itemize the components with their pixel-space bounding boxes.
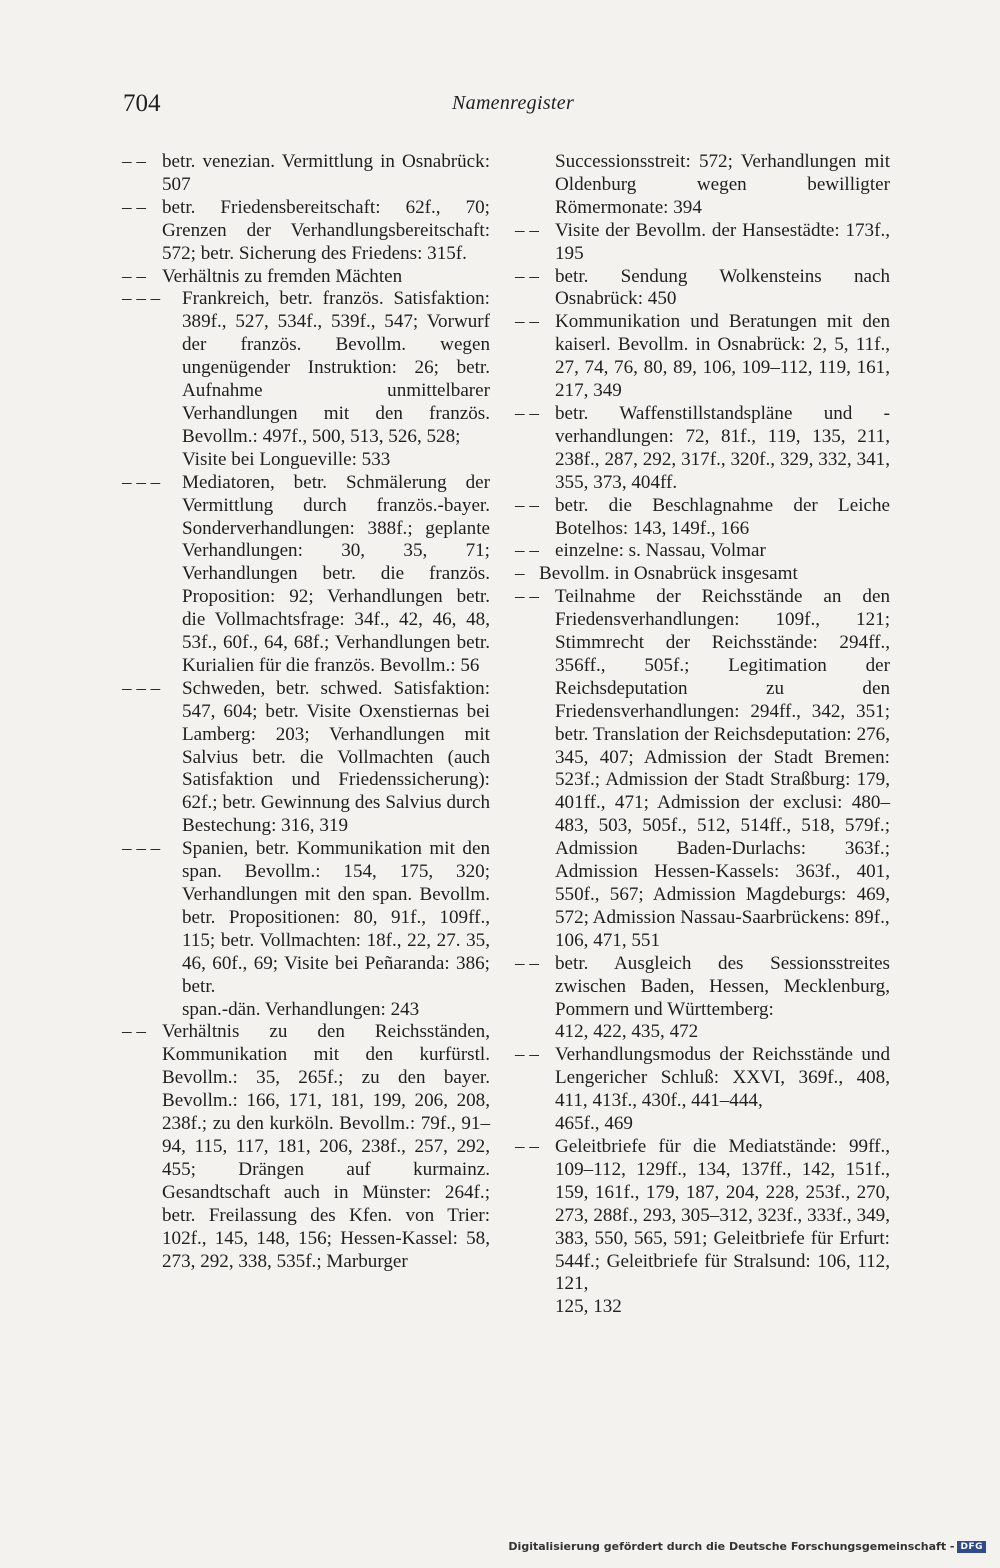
entry-dash: – – [515, 540, 539, 562]
entry-text: Verhältnis zu fremden Mächten [162, 265, 403, 287]
index-entry [122, 472, 490, 678]
entry-text-last-line: span.-dän. Verhandlungen: 243 [182, 998, 420, 1020]
index-entry [122, 151, 490, 197]
index-entry [122, 197, 490, 266]
entry-dash: – – – [122, 471, 161, 493]
entry-text: Visite der Bevollm. der Hansestädte: 173f., 195 [555, 219, 890, 264]
entry-dash: – – [515, 265, 539, 287]
entry-text: betr. die Beschlagnahme der Leiche Botelhos: 143, 149f., 166 [555, 494, 890, 539]
entry-dash: – – [122, 196, 146, 218]
entry-text: Verhältnis zu den Reichsständen, Kommunikation mit den kurfürstl. Bevollm.: 35, 265f.; zu den bayer. Bevollm.: 166, 171, 181, 199, 206, 208, 238f.; zu den kurköln. Bevollm.: 79f., 91–94, 115, 117, 181, 206, 238f., 257, 292, 455; Drängen auf kurmainz. Gesandtschaft auch in Münster: 264f.; betr. Freilassung des Kfen. von Trier: 102f., 145, 148, 156; Hessen-Kassel: 58, 273, 292, 338, 535f.; Marburger [162, 1021, 490, 1272]
index-entry [515, 403, 890, 495]
entry-text: betr. Waffenstillstandspläne und -verhandlungen: 72, 81f., 119, 135, 211, 238f., 287, 292, 317f., 320f., 329, 332, 341, 355, 373, 404ff. [555, 402, 890, 493]
entry-text-last-line: 125, 132 [555, 1296, 622, 1318]
index-entry [515, 311, 890, 403]
entry-dash: – – – [122, 288, 161, 310]
entry-dash: – – [515, 219, 539, 241]
entry-text: Kommunikation und Beratungen mit den kaiserl. Bevollm. in Osnabrück: 2, 5, 11f., 27, 74, 76, 80, 89, 106, 109–112, 119, 161, 217, 349 [555, 311, 890, 402]
entry-text: Teilnahme der Reichsstände an den Friedensverhandlungen: 109f., 121; Stimmrecht der Reichsstände: 294ff., 356ff., 505f.; Legitimation der Reichsdeputation zu den Friedensverhandlungen: 294ff., 342, 351; betr. Translation der Reichsdeputation: 276, 345, 407; Admission der Stadt Bremen: 523f.; Admission der Stadt Straßburg: 179, 401ff., 471; Admission der exclusi: 480–483, 503, 505f., 512, 514ff., 518, 579f.; Admission Baden-Durlachs: 363f.; Admission Hessen-Kassels: 363f., 401, 550f., 567; Admission Magdeburgs: 469, 572; Admission Nassau-Saarbrückens: 89f., [555, 586, 890, 928]
entry-text-last-line: Visite bei Longueville: 533 [182, 448, 391, 470]
digitization-credit [508, 1540, 986, 1553]
entry-text: einzelne: s. Nassau, Volmar [555, 540, 766, 562]
entry-text: Verhandlungsmodus der Reichsstände und Lengericher Schluß: XXVI, 369f., 408, 411, 413f., 430f., 441–444, [555, 1044, 890, 1112]
entry-text: betr. Sendung Wolkensteins nach Osnabrück: 450 [555, 265, 890, 310]
index-entry [515, 563, 890, 586]
index-entry [122, 678, 490, 838]
entry-dash: – – [515, 586, 539, 608]
index-entry [515, 220, 890, 266]
entry-text: Geleitbriefe für die Mediatstände: 99ff., 109–112, 129ff., 134, 137ff., 142, 151f., 159, 161f., 179, 187, 204, 228, 253f., 270, 273, 288f., 293, 305–312, 323f., 333f., 349, 383, 550, 565, 591; Geleitbriefe für Erfurt: 544f.; Geleitbriefe für Stralsund: 106, 112, 121, [555, 1135, 890, 1295]
index-entry [515, 953, 890, 1045]
entry-text: Spanien, betr. Kommunikation mit den span. Bevollm.: 154, 175, 320; Verhandlungen mit den span. Bevollm. betr. Propositionen: 80, 91f., 109ff., 115; betr. Vollmachten: 18f., 22, 27. 35, 46, 60f., 69; Visite bei Peñaranda: 386; betr. [182, 838, 490, 997]
entry-text: betr. venezian. Vermittlung in Osnabrück: 507 [162, 151, 490, 195]
entry-dash: – – – [122, 838, 161, 860]
entry-dash: – – – [122, 677, 161, 699]
credit-text: Digitalisierung gefördert durch die Deutsche Forschungsgemeinschaft - [508, 1540, 955, 1553]
index-entry [515, 586, 890, 953]
entry-text: Successionsstreit: 572; Verhandlungen mit Oldenburg wegen bewilligter Römermonate: 394 [555, 151, 890, 218]
entry-dash: – [515, 563, 525, 585]
entry-text-last-line: 412, 422, 435, 472 [555, 1021, 699, 1043]
index-entry [122, 838, 490, 1021]
entry-text-last-line: 106, 471, 551 [555, 929, 661, 951]
entry-dash: – – [515, 1135, 539, 1157]
index-entry [122, 1021, 490, 1273]
index-entry [515, 495, 890, 541]
index-entry [515, 1136, 890, 1319]
entry-dash: – – [122, 151, 146, 172]
entry-dash: – – [515, 1044, 539, 1066]
page-number: 704 [123, 90, 161, 117]
index-entry [122, 266, 490, 289]
index-entry [515, 151, 890, 220]
running-head: Namenregister [452, 92, 575, 114]
entry-text: Frankreich, betr. französ. Satisfaktion: 389f., 527, 534f., 539f., 547; Vorwurf der französ. Bevollm. wegen ungenügender Instruktion: 26; betr. Aufnahme unmittelbarer Verhandlungen mit den französ. Bevollm.: 497f., 500, 513, 526, 528; [182, 288, 490, 447]
index-column-right [515, 151, 890, 1319]
dfg-logo: DFG [957, 1541, 986, 1553]
entry-dash: – – [515, 402, 539, 424]
entry-text: betr. Friedensbereitschaft: 62f., 70; Grenzen der Verhandlungsbereitschaft: 572; betr. Sicherung des Friedens: 315f. [162, 196, 490, 264]
entry-dash: – – [515, 311, 539, 333]
entry-text: Schweden, betr. schwed. Satisfaktion: 547, 604; betr. Visite Oxenstiernas bei Lamberg: 203; Verhandlungen mit Salvius betr. die Vollmachten (auch Satisfaktion und Friedenssicherung): 62f.; betr. Gewinnung des Salvius durch Bestechung: 316, 319 [182, 677, 490, 837]
entry-text-last-line: 465f., 469 [555, 1113, 633, 1135]
entry-text: betr. Ausgleich des Sessionsstreites zwischen Baden, Hessen, Mecklenburg, Pommern und Württemberg: [555, 952, 890, 1020]
index-entry [515, 1044, 890, 1136]
entry-text: Bevollm. in Osnabrück insgesamt [539, 563, 798, 585]
index-entry [515, 540, 890, 563]
index-entry [122, 288, 490, 471]
entry-dash: – – [122, 265, 146, 287]
entry-text: Mediatoren, betr. Schmälerung der Vermittlung durch französ.-bayer. Sonderverhandlungen: 388f.; geplante Verhandlungen: 30, 35, 71; Verhandlungen betr. die französ. Proposition: 92; Verhandlungen betr. die Vollmachtsfrage: 34f., 42, 46, 48, 53f., 60f., 64, 68f.; Verhandlungen betr. Kurialien für die französ. Bevollm.: 56 [182, 471, 490, 676]
entry-dash: – – [515, 952, 539, 974]
entry-dash: – – [122, 1021, 146, 1043]
index-entry [515, 266, 890, 312]
entry-dash: – – [515, 494, 539, 516]
index-column-left [122, 151, 490, 1273]
